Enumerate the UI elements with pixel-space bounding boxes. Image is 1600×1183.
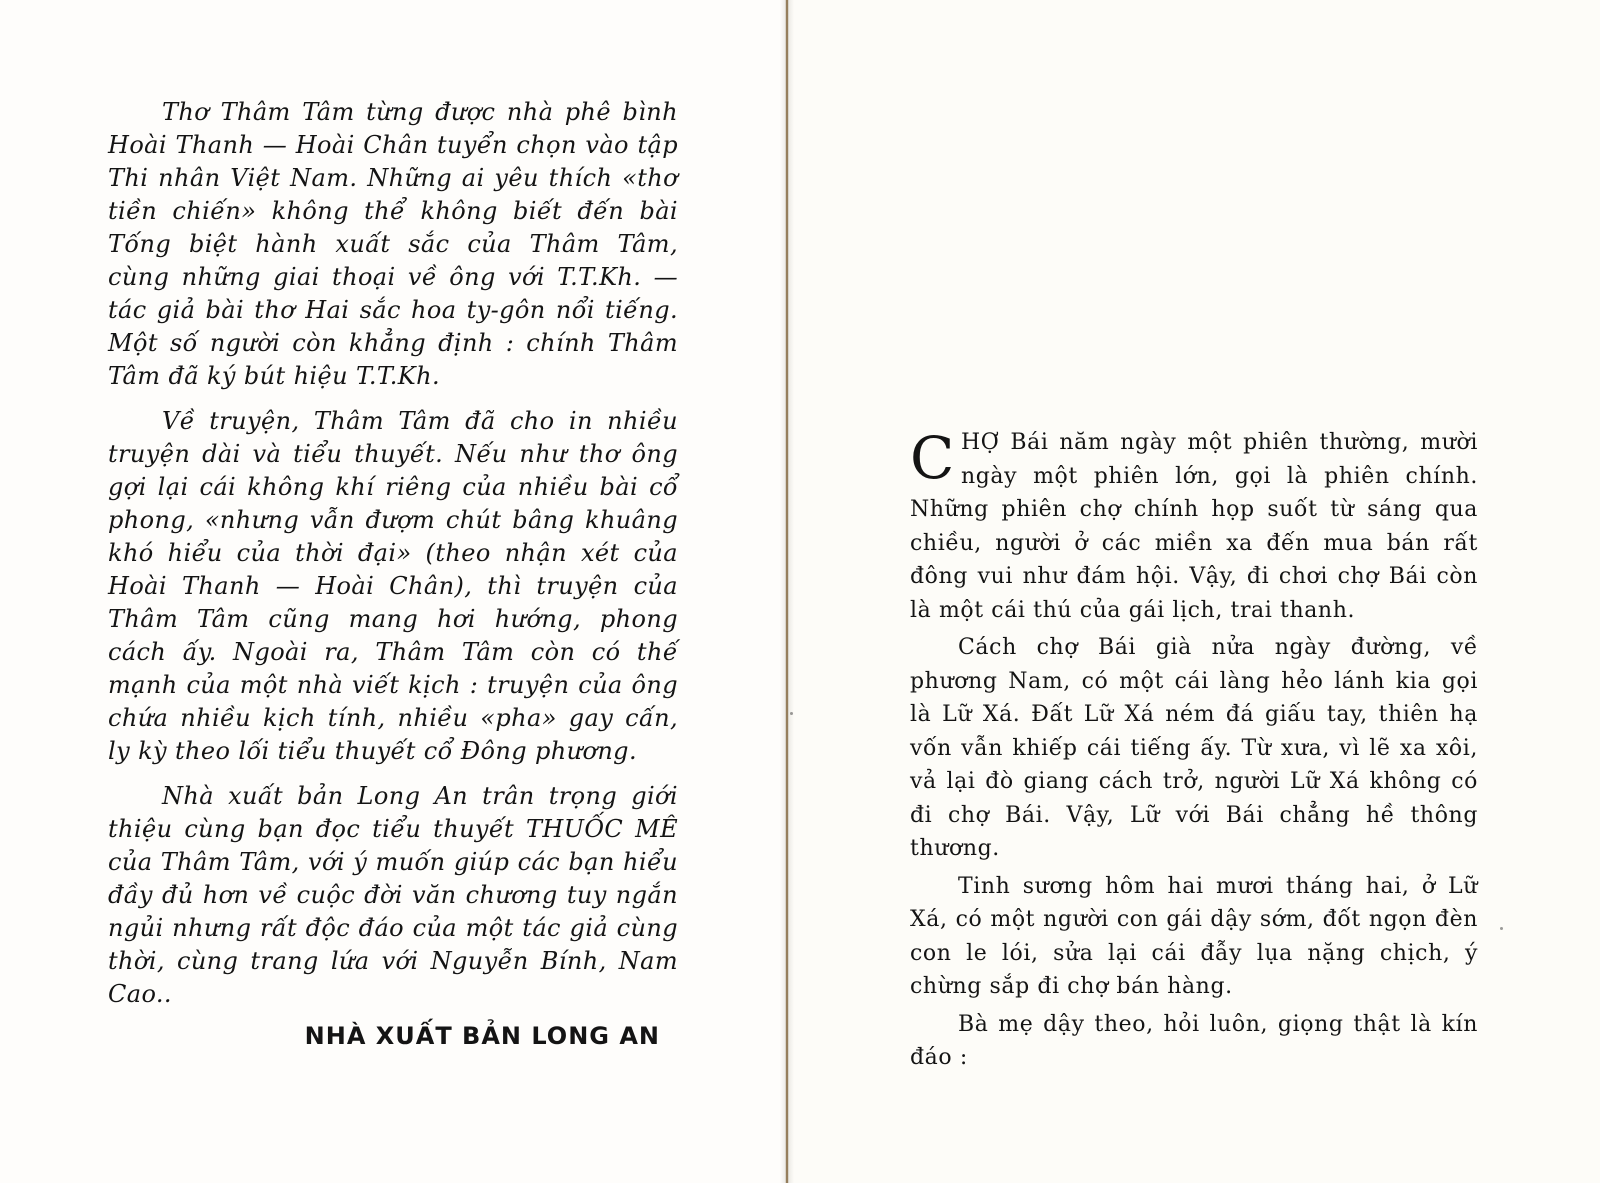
publisher-signature: NHÀ XUẤT BẢN LONG AN xyxy=(304,1022,660,1050)
right-paragraph-4: Bà mẹ dậy theo, hỏi luôn, giọng thật là kín đáo : xyxy=(910,1011,1478,1070)
right-page-text xyxy=(910,426,1478,1079)
left-page-text xyxy=(108,96,678,1023)
paper-speck xyxy=(1500,927,1503,930)
drop-cap: C xyxy=(910,424,955,492)
right-page xyxy=(785,0,1600,1183)
opening-text: HỢ Bái năm ngày một phiên thường, mười ngày một phiên lớn, gọi là phiên chính. Những phiên chợ chính họp suốt từ sáng qua chiều, người ở các miền xa đến mua bán rất đông vui như đám hội. Vậy, đi chơi chợ Bái còn là một cái thú của gái lịch, trai thanh. xyxy=(910,430,1478,623)
right-paragraph-2: Cách chợ Bái già nửa ngày đường, về phương Nam, có một cái làng hẻo lánh kia gọi là Lữ Xá. Đất Lữ Xá ném đá giấu tay, thiên hạ vốn vẫn khiếp cái tiếng ấy. Từ xưa, vì lẽ xa xôi, vả lại đò giang cách trở, người Lữ Xá không có đi chợ Bái. Vậy, Lữ với Bái chẳng hề thông thương. xyxy=(910,635,1478,861)
left-paragraph-3: Nhà xuất bản Long An trân trọng giới thiệu cùng bạn đọc tiểu thuyết THUỐC MÊ của Thâm Tâm, với ý muốn giúp các bạn hiểu đầy đủ hơn về cuộc đời văn chương tuy ngắn ngủi nhưng rất độc đáo của một tác giả cùng thời, cùng trang lứa với Nguyễn Bính, Nam Cao.. xyxy=(108,782,678,1008)
paper-speck xyxy=(790,712,793,715)
left-paragraph-2: Về truyện, Thâm Tâm đã cho in nhiều truyện dài và tiểu thuyết. Nếu như thơ ông gợi lại cái không khí riêng của nhiều bài cổ phong, «nhưng vẫn đượm chút bâng khuâng khó hiểu của thời đại» (theo nhận xét của Hoài Thanh — Hoài Chân), thì truyện của Thâm Tâm cũng mang hơi hướng, phong cách ấy. Ngoài ra, Thâm Tâm còn có thế mạnh của một nhà viết kịch : truyện của ông chứa nhiều kịch tính, nhiều «pha» gay cấn, ly kỳ theo lối tiểu thuyết cổ Đông phương. xyxy=(108,407,678,765)
right-paragraph-1 xyxy=(910,426,1478,627)
gutter-fold-line xyxy=(786,0,788,1183)
right-paragraph-3: Tinh sương hôm hai mươi tháng hai, ở Lữ Xá, có một người con gái dậy sớm, đốt ngọn đèn con le lói, sửa lại cái đẫy lụa nặng chịch, ý chừng sắp đi chợ bán hàng. xyxy=(910,873,1478,999)
left-page xyxy=(0,0,785,1183)
left-paragraph-1: Thơ Thâm Tâm từng được nhà phê bình Hoài Thanh — Hoài Chân tuyển chọn vào tập Thi nhân Việt Nam. Những ai yêu thích «thơ tiền chiến» không thể không biết đến bài Tống biệt hành xuất sắc của Thâm Tâm, cùng những giai thoại về ông với T.T.Kh. — tác giả bài thơ Hai sắc hoa ty-gôn nổi tiếng. Một số người còn khẳng định : chính Thâm Tâm đã ký bút hiệu T.T.Kh. xyxy=(108,98,678,390)
